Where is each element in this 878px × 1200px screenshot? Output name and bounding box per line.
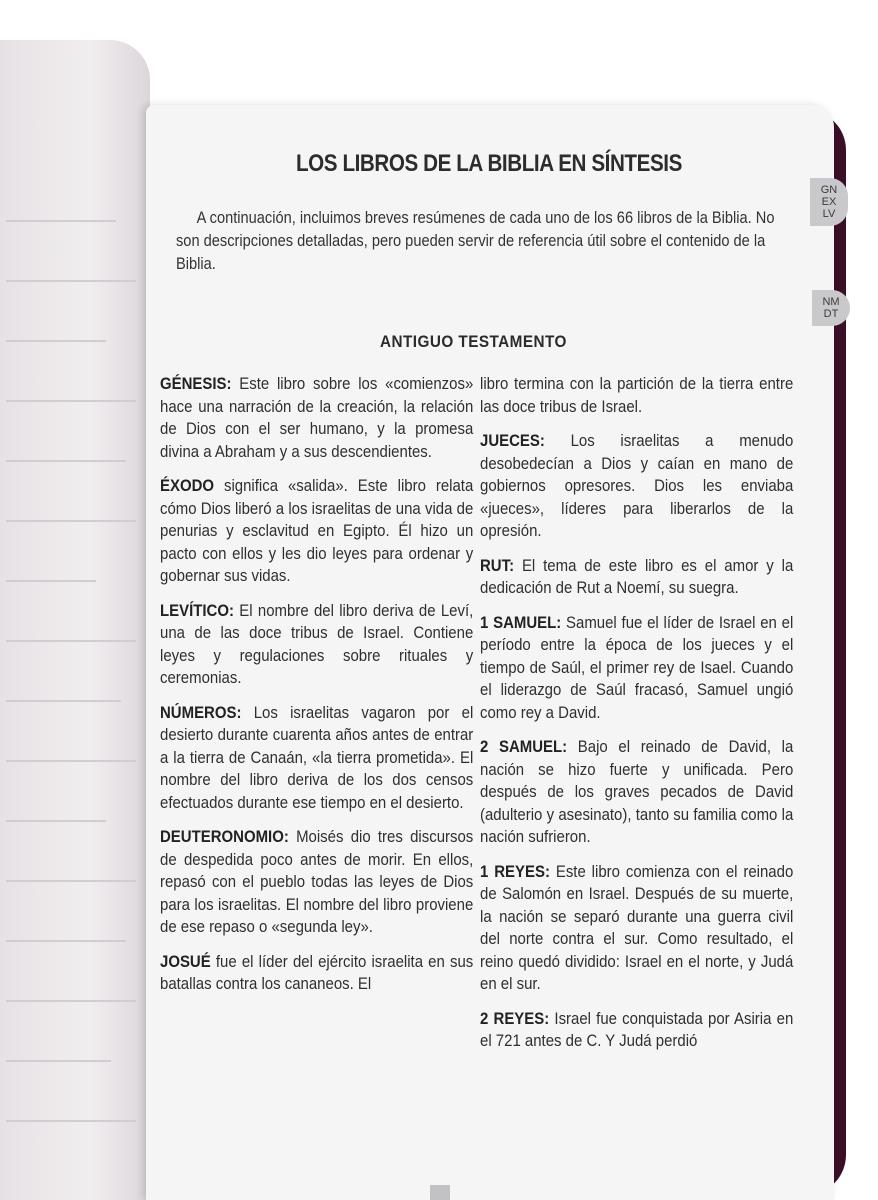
book-entry-1-reyes (480, 861, 793, 996)
book-name: DEUTERONOMIO: (160, 827, 289, 846)
book-entry-rut (480, 555, 793, 600)
book-summary: Este libro sobre los «comienzos» hace una narración de la creación, la relación de Dios con el ser humano, y la promesa divina a Abraham y a sus descendientes. (160, 374, 474, 461)
book-summary: Samuel fue el líder de Israel en el período entre la época de los jueces y el tiempo de Saúl, el primer rey de Isael. Cuando el liderazgo de Saúl fracasó, Samuel ungió como rey a David. (480, 612, 794, 722)
tab-label: EX (821, 196, 837, 208)
ghost-line (6, 400, 136, 402)
ghost-line (6, 220, 116, 222)
book-summary: Los israelitas vagaron por el desierto durante cuarenta años antes de entrar a la tierra de Canaán, «la tierra prometida». El nombre del libro deriva de los dos censos efectuados durante ese tiempo en el desierto. (160, 702, 474, 812)
book-name: JOSUÉ (160, 951, 211, 971)
book-name: ÉXODO (160, 476, 215, 495)
intro-paragraph: A continuación, incluimos breves resúmenes de cada uno de los 66 libros de la Biblia. No son descripciones detalladas, pero pueden servir de referencia útil sobre el contenido de la Biblia. (176, 208, 775, 273)
ghost-line (6, 340, 106, 342)
ghost-line (6, 280, 136, 282)
book-entry-levitico (160, 600, 473, 690)
book-name: 2 REYES: (480, 1008, 550, 1028)
ghost-line (6, 760, 136, 762)
book-summary: fue el líder del ejército israelita en sus batallas contra los cananeos. El (160, 951, 474, 993)
ghost-line (6, 640, 136, 642)
book-entry-genesis (160, 373, 473, 463)
ribbon-bookmark (430, 1185, 450, 1200)
book-entry-josue (160, 951, 473, 996)
book-summary: Moisés dio tres discursos de despedida poco antes de morir. En ellos, repasó con el pueblo todas las leyes de Dios para los israelitas. El nombre del libro proviene de ese repaso o «segunda ley». (160, 827, 474, 936)
ghost-line (6, 940, 126, 942)
book-summary: Este libro comienza con el reinado de Salomón en Israel. Después de su muerte, la nación se separó durante una guerra civil del norte contra el sur. Como resultado, el reino quedó dividido: Israel en el norte, y Judá en el sur. (480, 861, 794, 993)
page-title: LOS LIBROS DE LA BIBLIA EN SÍNTESIS (296, 150, 682, 177)
book-entry-jueces (480, 430, 793, 543)
tab-label: DT (823, 308, 839, 320)
ghost-line (6, 520, 136, 522)
book-summary: Bajo el reinado de David, la nación se hizo fuerte y unificada. Pero después de los graves pecados de David (adulterio y asesinato), tanto su familia como la nación sufrieron. (480, 737, 794, 846)
book-name: JUECES: (480, 431, 545, 450)
book-name: GÉNESIS: (160, 374, 232, 393)
left-text-column (160, 373, 473, 1008)
section-heading: ANTIGUO TESTAMENTO (380, 332, 567, 351)
book-name: LEVÍTICO: (160, 600, 234, 620)
ghost-line (6, 1120, 136, 1122)
ghost-line (6, 580, 96, 582)
ghost-line (6, 880, 136, 882)
book-entry-1-samuel (480, 612, 793, 725)
josue-continuation: libro termina con la partición de la tierra entre las doce tribus de Israel. (480, 374, 794, 416)
left-page (0, 40, 150, 1200)
book-summary: Israel fue conquistada por Asiria en el 721 antes de C. Y Judá perdió (480, 1008, 794, 1050)
tab-label: LV (822, 208, 836, 220)
book-name: RUT: (480, 555, 515, 575)
ghost-line (6, 820, 106, 822)
ghost-line (6, 1000, 136, 1002)
right-text-column (480, 373, 793, 1065)
book-name: 1 SAMUEL: (480, 612, 562, 632)
thumb-index-tab-nm-dt[interactable] (812, 290, 850, 326)
book-entry-2-samuel (480, 736, 793, 849)
book-summary: El nombre del libro deriva de Leví, una de las doce tribus de Israel. Contiene leyes y regulaciones sobre rituales y ceremonias. (160, 600, 474, 687)
ghost-line (6, 1060, 111, 1062)
book-entry-numeros (160, 702, 473, 815)
tab-label: NM (822, 296, 840, 308)
book-entry-2-reyes (480, 1008, 793, 1053)
thumb-index-tab-gn-ex-lv[interactable] (810, 178, 848, 226)
book-summary: Los israelitas a menudo desobedecían a Dios y caían en mano de gobiernos opresores. Dios les enviaba «jueces», líderes para liberarlos de la opresión. (480, 431, 794, 540)
book-summary: El tema de este libro es el amor y la dedicación de Rut a Noemí, su suegra. (480, 555, 794, 597)
book-name: 1 REYES: (480, 861, 550, 881)
book-summary: significa «salida». Este libro relata cómo Dios liberó a los israelitas de una vida de penurias y esclavitud en Egipto. Él hizo un pacto con ellos y les dio leyes para ordenar y gobernar sus vidas. (160, 476, 474, 585)
ghost-line (6, 700, 121, 702)
book-name: 2 SAMUEL: (480, 737, 568, 756)
ghost-line (6, 460, 126, 462)
book-name: NÚMEROS: (160, 702, 242, 722)
book-entry-exodo (160, 475, 473, 588)
tab-label: GN (820, 184, 838, 196)
book-entry-deuteronomio (160, 826, 473, 939)
